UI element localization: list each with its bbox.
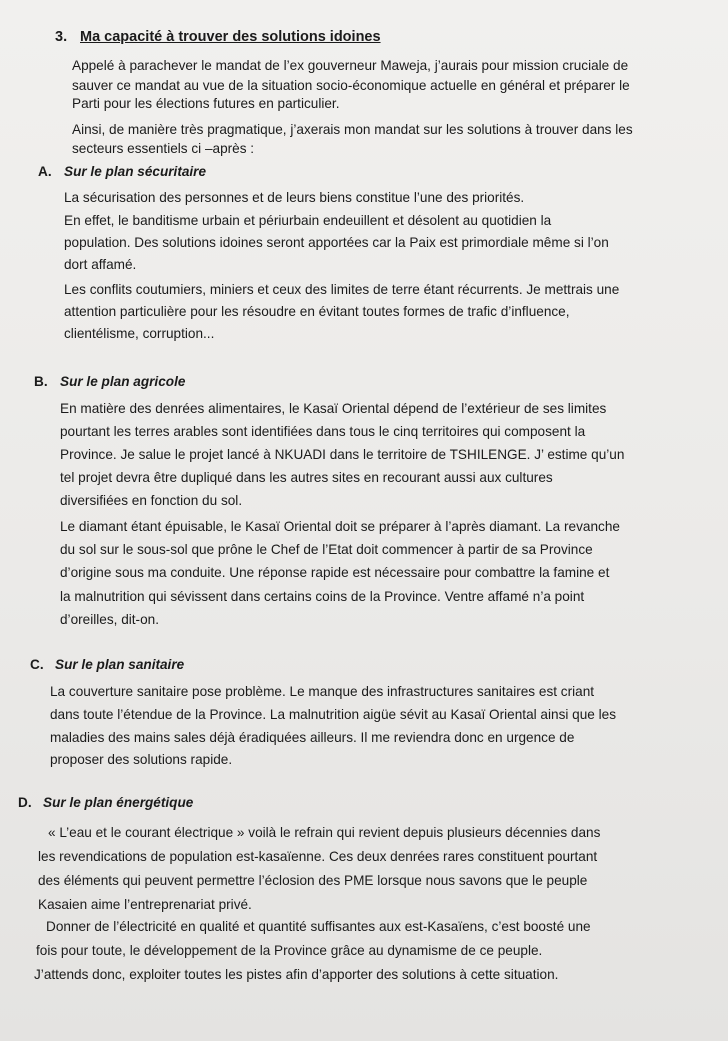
text-line: Le diamant étant épuisable, le Kasaï Oriental doit se préparer à l’après diamant. La revanche (60, 519, 620, 534)
section-a-letter: A. (38, 164, 52, 179)
text-line: Appelé à parachever le mandat de l’ex gouverneur Maweja, j’aurais pour mission cruciale de (72, 58, 629, 73)
section-b-letter: B. (34, 374, 48, 389)
text-line: « L’eau et le courant électrique » voilà le refrain qui revient depuis plusieurs décennies dans (48, 825, 601, 840)
text-line: Kasaien aime l’entreprenariat privé. (38, 897, 252, 912)
text-line: d’origine sous ma conduite. Une réponse rapide est nécessaire pour combattre la famine et (60, 565, 610, 580)
section-c-title: Sur le plan sanitaire (55, 657, 185, 672)
text-line: Ainsi, de manière très pragmatique, j’axerais mon mandat sur les solutions à trouver dans les (72, 122, 633, 137)
text-line: population. Des solutions idoines seront apportées car la Paix est primordiale même si l’on (64, 235, 609, 250)
section-3-number: 3. (55, 29, 68, 45)
text-line: Province. Je salue le projet lancé à NKUADI dans le territoire de TSHILENGE. J’ estime qu’un (60, 447, 625, 462)
section-c-letter: C. (30, 657, 44, 672)
text-line: J’attends donc, exploiter toutes les pistes afin d’apporter des solutions à cette situation. (34, 967, 559, 982)
text-line: pourtant les terres arables sont identifiées dans tous le cinq territoires qui composent la (60, 424, 586, 439)
text-line: maladies des mains sales déjà éradiquées ailleurs. Il me reviendra donc en urgence de (50, 730, 575, 745)
text-line: des éléments qui peuvent permettre l’éclosion des PME lorsque nous savons que le peuple (38, 873, 588, 888)
text-line: attention particulière pour les résoudre en évitant toutes formes de trafic d’influence, (64, 304, 570, 319)
text-line: clientélisme, corruption... (64, 326, 215, 341)
text-line: la malnutrition qui sévissent dans certains coins de la Province. Ventre affamé n’a point (60, 589, 585, 604)
text-line: En effet, le banditisme urbain et périurbain endeuillent et désolent au quotidien la (64, 213, 552, 228)
text-line: fois pour toute, le développement de la Province grâce au dynamisme de ce peuple. (36, 943, 543, 958)
text-line: d’oreilles, dit-on. (60, 612, 159, 627)
text-line: diversifiées en fonction du sol. (60, 493, 243, 508)
text-line: sauver ce mandat au vue de la situation socio-économique actuelle en général et préparer le (72, 78, 630, 93)
text-line: du sol sur le sous-sol que prône le Chef de l’Etat doit commencer à partir de sa Province (60, 542, 593, 557)
section-b-title: Sur le plan agricole (60, 374, 186, 389)
text-line: La couverture sanitaire pose problème. Le manque des infrastructures sanitaires est criant (50, 684, 595, 699)
text-line: Donner de l’électricité en qualité et quantité suffisantes aux est-Kasaïens, c’est boosté une (46, 919, 591, 934)
text-line: En matière des denrées alimentaires, le Kasaï Oriental dépend de l’extérieur de ses limites (60, 401, 607, 416)
text-line: dort affamé. (64, 257, 137, 272)
text-line: Parti pour les élections futures en particulier. (72, 96, 340, 111)
text-line: secteurs essentiels ci –après : (72, 141, 255, 156)
text-line: tel projet devra être dupliqué dans les autres sites en recourant aussi aux cultures (60, 470, 553, 485)
text-line: La sécurisation des personnes et de leurs biens constitue l’une des priorités. (64, 190, 525, 205)
section-d-title: Sur le plan énergétique (43, 795, 194, 810)
section-3-title: Ma capacité à trouver des solutions idoines (80, 29, 381, 45)
text-line: proposer des solutions rapide. (50, 752, 233, 767)
text-line: Les conflits coutumiers, miniers et ceux des limites de terre étant récurrents. Je mettrais une (64, 282, 620, 297)
section-a-title: Sur le plan sécuritaire (64, 164, 207, 179)
section-d-letter: D. (18, 795, 32, 810)
text-line: les revendications de population est-kasaïenne. Ces deux denrées rares constituent pourtant (38, 849, 598, 864)
text-line: dans toute l’étendue de la Province. La malnutrition aigüe sévit au Kasaï Oriental ainsi que les (50, 707, 616, 722)
